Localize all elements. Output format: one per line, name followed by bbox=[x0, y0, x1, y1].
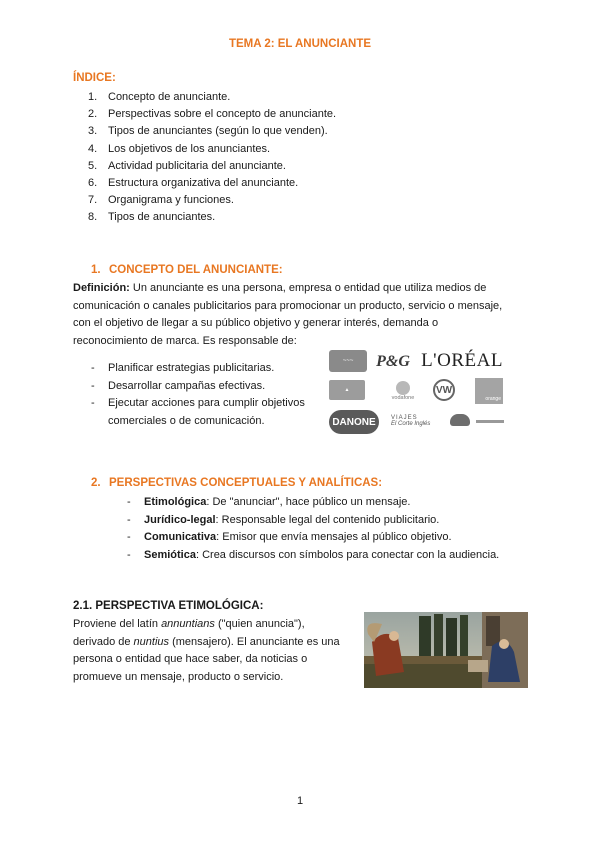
vodafone-logo: vodafone bbox=[389, 378, 417, 404]
list-item: - Desarrollar campañas efectivas. bbox=[91, 379, 266, 392]
list-item: - Semiótica: Crea discursos con símbolos para conectar con la audiencia. bbox=[127, 548, 500, 561]
index-item: 1. Concepto de anunciante. bbox=[88, 91, 231, 103]
loreal-logo: L'ORÉAL bbox=[421, 350, 503, 371]
list-item: - Etimológica: De "anunciar", hace público un mensaje. bbox=[127, 496, 411, 508]
index-item: 7. Organigrama y funciones. bbox=[88, 194, 234, 207]
index-list bbox=[88, 89, 336, 227]
list-item: - Ejecutar acciones para cumplir objetivos comerciales o de comunicación. bbox=[91, 397, 305, 427]
index-item: 3. Tipos de anunciantes (según lo que venden). bbox=[88, 125, 328, 138]
page-number: 1 bbox=[296, 795, 304, 807]
pg-logo: P&G bbox=[376, 353, 410, 370]
index-item: 5. Actividad publicitaria del anunciante. bbox=[88, 159, 286, 172]
el-corte-ingles-logo: ▲ bbox=[329, 380, 365, 400]
index-item: 6. Estructura organizativa del anunciante. bbox=[88, 177, 299, 190]
perspectives-list bbox=[127, 494, 547, 564]
definition-label: Definición: bbox=[73, 282, 130, 294]
orange-logo: orange bbox=[475, 378, 503, 404]
annunciation-painting bbox=[364, 612, 528, 688]
section-1-heading: 1. CONCEPTO DEL ANUNCIANTE: bbox=[91, 264, 283, 276]
etymology-paragraph: Proviene del latín annuntians ("quien anuncia"), derivado de nuntius (mensajero). El anunciante es una persona o entidad que hace saber, da noticias o promueve un mensaje, producto o servicio. bbox=[73, 618, 340, 683]
small-brand-logo bbox=[475, 414, 505, 428]
section-2-1-heading: 2.1. PERSPECTIVA ETIMOLÓGICA: bbox=[73, 600, 264, 612]
list-item: - Jurídico-legal: Responsable legal del contenido publicitario. bbox=[127, 513, 440, 526]
index-heading: ÍNDICE: bbox=[73, 72, 116, 84]
index-item: 2. Perspectivas sobre el concepto de anunciante. bbox=[88, 108, 337, 121]
index-item: 4. Los objetivos de los anunciantes. bbox=[88, 142, 271, 155]
animal-logo bbox=[449, 410, 471, 430]
hacendado-logo: ~~~ bbox=[329, 350, 367, 372]
section-2-heading: 2. PERSPECTIVAS CONCEPTUALES Y ANALÍTICAS: bbox=[91, 477, 383, 489]
brand-logos-image bbox=[327, 348, 507, 436]
definition-paragraph: Definición: Un anunciante es una persona, empresa o entidad que utiliza medios de comunicación o canales publicitarios para promocionar un producto, servicio o mensaje, con el objetivo de llegar a su público objetivo y generar interés, demanda o reconocimiento de marca. Es responsable de: bbox=[73, 282, 503, 347]
volkswagen-logo: VW bbox=[431, 377, 457, 403]
list-item: - Comunicativa: Emisor que envía mensajes al público objetivo. bbox=[127, 531, 452, 544]
viajes-eci-logo: VIAJES El Corte Inglés bbox=[391, 415, 431, 427]
index-item: 8. Tipos de anunciantes. bbox=[88, 211, 216, 224]
list-item: - Planificar estrategias publicitarias. bbox=[91, 362, 275, 374]
danone-logo: DANONE bbox=[329, 410, 379, 434]
responsibilities-list bbox=[91, 360, 331, 430]
document-title: TEMA 2: EL ANUNCIANTE bbox=[228, 38, 372, 50]
